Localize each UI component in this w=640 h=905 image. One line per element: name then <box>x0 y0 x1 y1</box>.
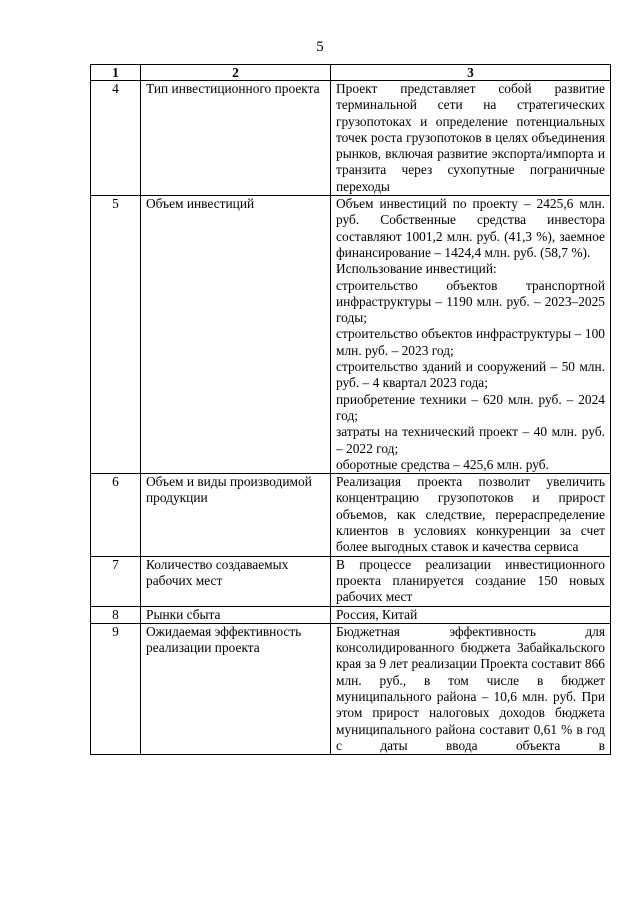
column-header: 1 <box>91 65 141 81</box>
table-row <box>91 474 611 556</box>
row-description <box>331 196 611 474</box>
description-paragraph: Реализация проекта позволит увеличить концентрацию грузопотоков и прирост объемов, как следствие, перераспределение клиентов в условиях конкуренции за счет более выгодных ставок и качества сервиса <box>336 474 605 555</box>
description-paragraph: Бюджетная эффективность для консолидированного бюджета Забайкальского края за 9 лет реализации Проекта составит 866 млн. руб., в том числе в бюджет муниципального района – 10,6 млн. руб. При этом прирост налоговых доходов бюджета муниципального района составит 0,61 % в год с даты ввода объекта в <box>336 623 605 753</box>
row-number: 8 <box>91 606 141 623</box>
row-name: Рынки сбыта <box>141 606 331 623</box>
description-paragraph: Россия, Китай <box>336 606 418 622</box>
row-description <box>331 474 611 556</box>
description-paragraph: приобретение техники – 620 млн. руб. – 2024 год; <box>336 391 605 423</box>
table-row <box>91 623 611 754</box>
row-number: 6 <box>91 474 141 556</box>
table-row <box>91 81 611 196</box>
column-header: 3 <box>331 65 611 81</box>
description-paragraph: В процессе реализации инвестиционного проекта планируется создание 150 новых рабочих мест <box>336 556 605 605</box>
row-number: 4 <box>91 81 141 196</box>
row-name: Тип инвестиционного проекта <box>141 81 331 196</box>
table-row <box>91 196 611 474</box>
row-name: Количество создаваемых рабочих мест <box>141 556 331 606</box>
description-paragraph: Использование инвестиций: <box>336 261 497 277</box>
row-description <box>331 623 611 754</box>
row-name: Ожидаемая эффективность реализации проекта <box>141 623 331 754</box>
page-number: 5 <box>316 39 324 55</box>
row-number: 9 <box>91 623 141 754</box>
description-paragraph: Проект представляет собой развитие терминальной сети на стратегических грузопотоках и определение потенциальных точек роста грузопотоков в целях объединения рынков, включая развитие экспорта/импорта и транзита через сухопутные пограничные переходы <box>336 81 605 194</box>
description-paragraph: Объем инвестиций по проекту – 2425,6 млн. руб. Собственные средства инвестора составляют 1001,2 млн. руб. (41,3 %), заемное финансирование – 1424,4 млн. руб. (58,7 %). <box>336 196 605 260</box>
row-number: 5 <box>91 196 141 474</box>
description-paragraph: затраты на технический проект – 40 млн. руб. – 2022 год; <box>336 424 605 456</box>
row-description <box>331 81 611 196</box>
row-name: Объем инвестиций <box>141 196 331 474</box>
investment-project-table <box>90 64 611 755</box>
column-header: 2 <box>141 65 331 81</box>
description-paragraph: строительство объектов инфраструктуры – 100 млн. руб. – 2023 год; <box>336 326 605 358</box>
description-paragraph: оборотные средства – 425,6 млн. руб. <box>336 456 549 472</box>
table-row <box>91 556 611 606</box>
row-name: Объем и виды производимой продукции <box>141 474 331 556</box>
row-description <box>331 606 611 623</box>
row-description <box>331 556 611 606</box>
row-number: 7 <box>91 556 141 606</box>
table-row <box>91 606 611 623</box>
description-paragraph: строительство объектов транспортной инфраструктуры – 1190 млн. руб. – 2023–2025 годы; <box>336 277 605 326</box>
description-paragraph: строительство зданий и сооружений – 50 млн. руб. – 4 квартал 2023 года; <box>336 359 605 391</box>
table-header-row <box>91 65 611 81</box>
